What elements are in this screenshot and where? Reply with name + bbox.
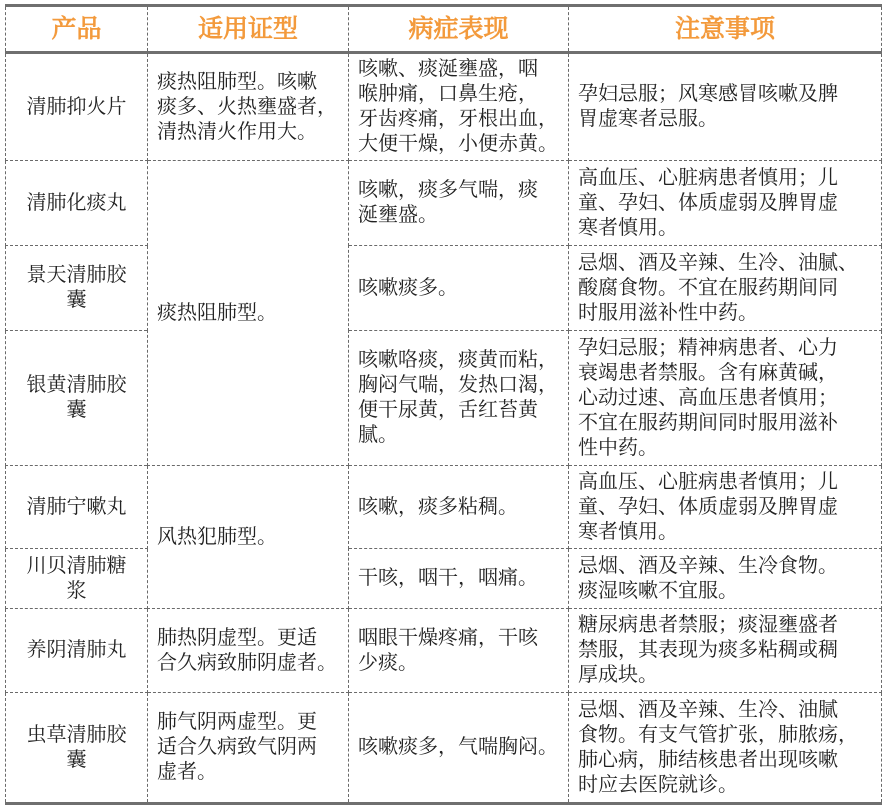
symptoms-cell: [349, 246, 569, 331]
text-line: 适合久病致气阴两: [157, 736, 317, 758]
text-line: 养阴清肺丸: [26, 639, 127, 661]
symptoms-cell: [349, 549, 569, 609]
syndrome-cell: [148, 609, 349, 693]
text-line: 肺心病，肺结核患者出现咳嗽: [578, 748, 838, 771]
text-line: 肺热阴虚型。更适: [157, 626, 317, 649]
text-line: 不宜在服药期间同时服用滋补: [578, 411, 838, 434]
notes-cell: [569, 609, 882, 693]
product-cell: [6, 549, 148, 609]
notes-cell: [569, 53, 882, 161]
syndrome-cell: [148, 161, 349, 466]
table-row: [6, 246, 882, 331]
text-line: 孕妇忌服；精神病患者、心力: [578, 336, 838, 359]
text-line: 高血压、心脏病患者慎用；儿: [578, 166, 838, 189]
text-line: 清肺抑火片: [26, 95, 127, 118]
text-line: 禁服，其表现为痰多粘稠或稠: [578, 639, 838, 661]
text-line: 合久病致肺阴虚者。: [157, 651, 337, 674]
text-line: 时服用滋补性中药。: [578, 301, 758, 324]
table-row: [6, 53, 882, 161]
text-line: 忌烟、酒及辛辣、生冷、油腻、: [578, 251, 858, 274]
product-cell: [6, 53, 148, 161]
text-line: 胃虚寒者忌服。: [578, 108, 718, 130]
header-row: [6, 6, 882, 53]
header-notes: 注意事项: [569, 6, 882, 53]
text-line: 咳嗽、痰涎壅盛，咽: [358, 58, 538, 80]
symptoms-cell: [349, 693, 569, 804]
text-line: 浆: [66, 579, 87, 602]
text-line: 童、孕妇、体质虚弱及脾胃虚: [578, 495, 838, 518]
text-line: 心动过速、高血压患者慎用；: [578, 386, 838, 409]
text-line: 厚成块。: [578, 664, 658, 686]
header-symptoms: 病症表现: [349, 6, 569, 53]
text-line: 咳嗽，痰多粘稠。: [358, 495, 518, 518]
product-cell: [6, 466, 148, 549]
text-line: 咳嗽痰多，气喘胸闷。: [358, 736, 558, 758]
text-line: 痰多、火热壅盛者，: [157, 95, 337, 118]
medicine-table: [5, 4, 882, 805]
text-line: 银黄清肺胶: [26, 374, 127, 396]
notes-cell: [569, 331, 882, 466]
symptoms-cell: [349, 53, 569, 161]
table-row: [6, 693, 882, 804]
text-line: 虫草清肺胶: [26, 723, 127, 746]
text-line: 清肺宁嗽丸: [26, 495, 127, 518]
symptoms-cell: [349, 161, 569, 246]
text-line: 痰热阻肺型。咳嗽: [157, 70, 317, 93]
table-row: [6, 466, 882, 549]
symptoms-cell: [349, 466, 569, 549]
product-cell: [6, 609, 148, 693]
text-line: 清热清火作用大。: [157, 120, 317, 143]
header-syndrome: 适用证型: [148, 6, 349, 53]
text-line: 衰竭患者禁服。含有麻黄碱，: [578, 361, 838, 384]
table-row: [6, 331, 882, 466]
syndrome-cell: [148, 693, 349, 804]
text-line: 痰湿咳嗽不宜服。: [578, 579, 738, 602]
text-line: 咳嗽痰多。: [358, 276, 458, 299]
header-product: 产品: [6, 6, 148, 53]
text-line: 性中药。: [578, 436, 658, 459]
text-line: 腻。: [358, 424, 398, 446]
notes-cell: [569, 693, 882, 804]
table-row: [6, 549, 882, 609]
product-cell: [6, 693, 148, 804]
text-line: 景天清肺胶: [26, 264, 127, 286]
text-line: 肺气阴两虚型。更: [157, 711, 317, 733]
table-row: [6, 609, 882, 693]
text-line: 忌烟、酒及辛辣、生冷食物。: [578, 554, 838, 577]
text-line: 涎壅盛。: [358, 204, 438, 226]
product-cell: [6, 246, 148, 331]
table-row: [6, 161, 882, 246]
text-line: 高血压、心脏病患者慎用；儿: [578, 470, 838, 493]
text-line: 囊: [66, 748, 87, 771]
text-line: 胸闷气喘，发热口渴，: [358, 374, 558, 396]
symptoms-cell: [349, 331, 569, 466]
text-line: 痰热阻肺型。: [157, 301, 277, 324]
text-line: 少痰。: [358, 651, 418, 674]
text-line: 咳嗽咯痰，痰黄而粘，: [358, 349, 558, 371]
text-line: 囊: [66, 399, 87, 421]
text-line: 囊: [66, 289, 87, 311]
symptoms-cell: [349, 609, 569, 693]
text-line: 咳嗽，痰多气喘，痰: [358, 179, 538, 201]
text-line: 便干尿黄，舌红苔黄: [358, 399, 538, 421]
text-line: 糖尿病患者禁服；痰湿壅盛者: [578, 614, 838, 636]
notes-cell: [569, 549, 882, 609]
text-line: 牙齿疼痛，牙根出血，: [358, 108, 558, 130]
text-line: 时应去医院就诊。: [578, 773, 738, 796]
product-cell: [6, 331, 148, 466]
notes-cell: [569, 246, 882, 331]
text-line: 虚者。: [157, 761, 217, 783]
text-line: 风热犯肺型。: [157, 525, 277, 548]
text-line: 寒者慎用。: [578, 216, 678, 239]
text-line: 干咳，咽干，咽痛。: [358, 567, 538, 589]
notes-cell: [569, 161, 882, 246]
text-line: 咽眼干燥疼痛，干咳: [358, 626, 538, 649]
product-cell: [6, 161, 148, 246]
text-line: 童、孕妇、体质虚弱及脾胃虚: [578, 191, 838, 214]
text-line: 食物。有支气管扩张，肺脓疡，: [578, 723, 858, 746]
text-line: 清肺化痰丸: [26, 191, 127, 214]
text-line: 孕妇忌服；风寒感冒咳嗽及脾: [578, 83, 838, 105]
text-line: 酸腐食物。不宜在服药期间同: [578, 276, 838, 299]
text-line: 忌烟、酒及辛辣、生冷、油腻: [578, 698, 838, 721]
syndrome-cell: [148, 466, 349, 609]
text-line: 大便干燥，小便赤黄。: [358, 133, 558, 155]
syndrome-cell: [148, 53, 349, 161]
text-line: 寒者慎用。: [578, 520, 678, 543]
text-line: 喉肿痛，口鼻生疮，: [358, 83, 538, 105]
text-line: 川贝清肺糖: [26, 554, 127, 577]
notes-cell: [569, 466, 882, 549]
